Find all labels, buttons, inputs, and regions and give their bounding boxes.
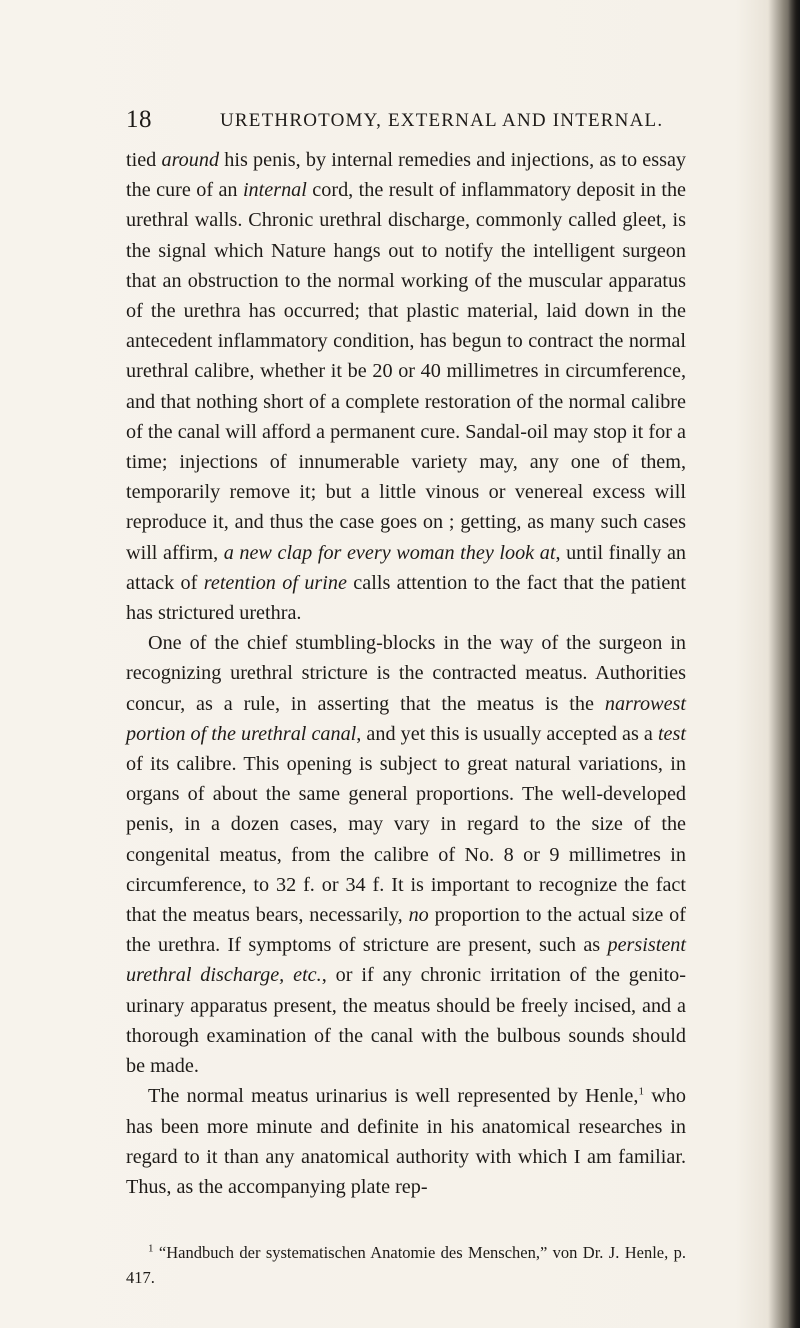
italic-phrase: narrowest portion of the urethral canal bbox=[126, 692, 686, 745]
page-edge-shadow bbox=[788, 0, 800, 1328]
paragraph-1: tied around his penis, by internal remedies and injections, as to essay the cure of an internal cord, the result of inflammatory deposit in the urethral walls. Chronic urethral discharge, commonly called gleet, is the signal which Nature hangs out to notify the intelligent surgeon that an obstruction to the normal working of the muscular apparatus of the urethra has occurred; that plastic material, laid down in the antecedent inflammatory condition, has begun to contract the normal urethral calibre, whether it be 20 or 40 millimetres in circumference, and that nothing short of a complete restoration of the normal calibre of the canal will afford a permanent cure. Sandal-oil may stop it for a time; injections of innumerable variety may, any one of them, temporarily remove it; but a little vinous or venereal excess will reproduce it, and thus the case goes on ; getting, as many such cases will affirm, a new clap for every woman they look at, until finally an attack of retention of urine calls attention to the fact that the patient has strictured urethra. bbox=[126, 149, 687, 625]
italic-phrase: persistent urethral discharge, etc. bbox=[126, 934, 686, 987]
footnote-reference: 1 bbox=[638, 1085, 644, 1098]
footnote-body: “Handbuch der systematischen Anatomie des Menschen,” von Dr. J. Henle, p. 417. bbox=[126, 1243, 686, 1287]
footnote bbox=[126, 1240, 686, 1290]
paragraph-3: The normal meatus urinarius is well represented by Henle,$^1$ who has been more minute and definite in his anatomical researches in regard to it than any anatomical authority with which I am familiar. Thus, as the accompanying plate rep- bbox=[126, 1085, 686, 1198]
italic-phrase: retention of urine bbox=[203, 571, 347, 594]
footnote-text bbox=[126, 1240, 686, 1290]
italic-phrase: internal bbox=[242, 179, 307, 202]
body-text bbox=[126, 145, 686, 1202]
italic-phrase: no bbox=[408, 904, 429, 927]
running-head: URETHROTOMY, EXTERNAL AND INTERNAL. bbox=[220, 110, 664, 131]
italic-phrase: around bbox=[161, 149, 220, 171]
italic-phrase: a new clap for every woman they look at bbox=[223, 541, 556, 564]
footnote-marker: 1 bbox=[148, 1242, 154, 1255]
paragraph-2: One of the chief stumbling-blocks in the way of the surgeon in recognizing urethral stricture is the contracted meatus. Authorities concur, as a rule, in asserting that the meatus is the narrowest portion of the urethral canal, and yet this is usually accepted as a test of its calibre. This opening is subject to great natural variations, in organs of about the same general proportions. The well-developed penis, in a dozen cases, may vary in regard to the size of the congenital meatus, from the calibre of No. 8 or 9 millimetres in circumference, to 32 f. or 34 f. It is important to recognize the fact that the meatus bears, necessarily, no proportion to the actual size of the urethra. If symptoms of stricture are present, such as persistent urethral discharge, etc., or if any chronic irritation of the genito-urinary apparatus present, the meatus should be freely incised, and a thorough examination of the canal with the bulbous sounds should be made. bbox=[126, 632, 687, 1078]
page-header bbox=[126, 106, 686, 146]
page-number: 18 bbox=[126, 106, 152, 133]
italic-phrase: test bbox=[657, 722, 686, 745]
